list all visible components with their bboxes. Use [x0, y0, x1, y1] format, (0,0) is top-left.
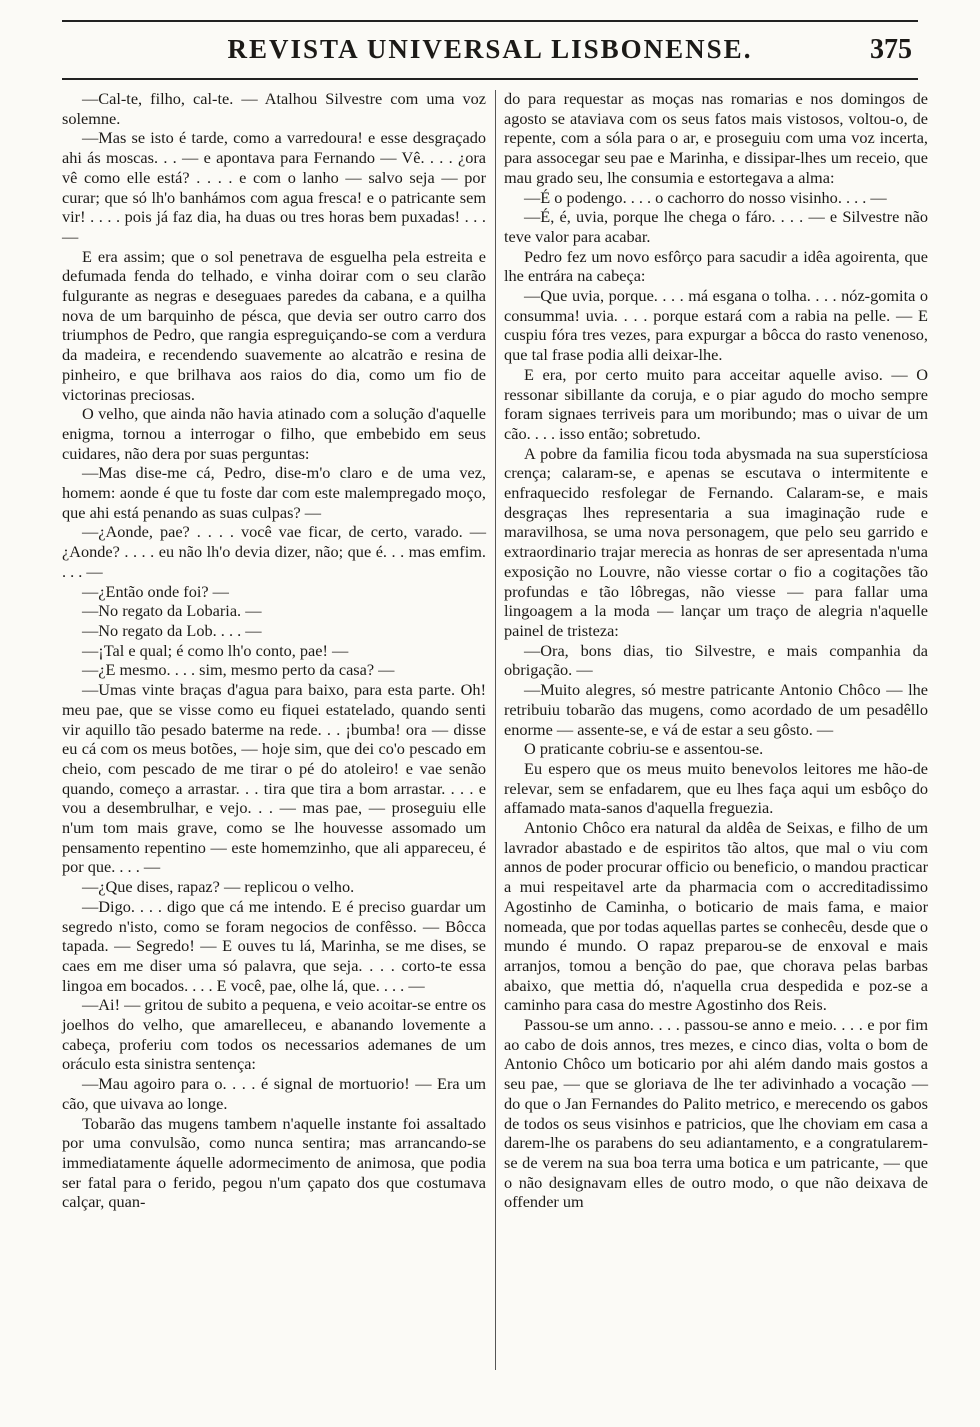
paragraph: —Ora, bons dias, tio Silvestre, e mais companhia da obrigação. —: [504, 640, 928, 680]
paragraph: O velho, que ainda não havia atinado com a solução d'aquelle enigma, tornou a interrogar o filho, que embebido em seus cuidares, não dera por suas perguntas:: [62, 404, 486, 463]
paragraph: A pobre da familia ficou toda abysmada na sua superstíciosa crença; calaram-se, e apenas se escutava o intermitente e enfraquecido resfolegar de Fernando. Calaram-se, e mais desgraças lhes representaria a sua imaginação rude e maravilhosa, se uma nova personagem, que pelo seu garrido e extraordinario trajar merecia as honras de ser apresentada n'uma exposição no Louvre, não viesse cortar o fio a cogitações tão profundas e tão lôbregas, não viesse — para fallar uma lingoagem a la moda — lançar um traço de alegria n'aquelle painel de tristeza:: [504, 443, 928, 640]
column-divider: [495, 90, 496, 1370]
paragraph: E era assim; que o sol penetrava de esguelha pela estreita e defumada fenda do telhado, e vinha doirar com o seu clarão fulgurante as negras e deseguaes paredes da cabana, e a quilha nova de um barquinho de pésca, que devia ser outro carro dos triumphos de Pedro, que rangia espreguiçando-se com a verdura da madeira, e recendendo suavemente ao alcatrão e resina de pinheiro, e que brilhava aos raios do dia, como um fio de victorinas preciosas.: [62, 246, 486, 404]
paragraph: —Umas vinte braças d'agua para baixo, para esta parte. Oh! meu pae, que se visse como eu fiquei estatelado, quando senti vir aquillo tão pesado baterme na rede. . . ¡bumba! ora — disse eu cá com os meus botões, — hoje sim, que dei co'o pescado em cheio, com pescado de me tirar o pé do atoleiro! e vae senão quando, começo a arrastar. . . tira que tira a bom arrastar. . . . e vou a desembrulhar, e vejo. . . — mas pae, — proseguiu elle n'um tom mais grave, como se lhe houvesse assomado um pensamento repentino — este homemzinho, que ali appareceu, é por que. . . . —: [62, 680, 486, 877]
header-rule: [62, 78, 918, 80]
journal-title: REVISTA UNIVERSAL LISBONENSE.: [227, 34, 753, 64]
paragraph: —¡Tal e qual; é como lh'o conto, pae! —: [82, 640, 349, 660]
paragraph: —Mas se isto é tarde, como a varredoura! e esse desgraçado ahi ás moscas. . . — e apontava para Fernando — Vê. . . . ¿ora vê como elle está? . . . . e com o lanho — salvo seja — por curar; que só lh'o banhámos com agua fresca! e o patricante sem vir! . . . . pois já faz dia, ha duas ou tres horas bem puxadas! . . . —: [62, 128, 486, 246]
page-header: [62, 34, 918, 74]
paragraph: —¿E mesmo. . . . sim, mesmo perto da casa? —: [82, 660, 395, 680]
paragraph: —Mas dise-me cá, Pedro, dise-m'o claro e de uma vez, homem: aonde é que tu foste dar com este malempregado moço, que ahi está penando as suas culpas? —: [62, 463, 486, 522]
left-column: [62, 89, 486, 1212]
paragraph: Tobarão das mugens tambem n'aquelle instante foi assaltado por uma convulsão, como nunca sentira; mas arrancando-se immediatamente áquelle adormecimento de animosa, que podia ser fatal para o ferido, pegou n'um çapato dos que costumava calçar, quan-: [62, 1113, 486, 1212]
paragraph: Passou-se um anno. . . . passou-se anno e meio. . . . e por fim ao cabo de dois annos, tres mezes, e cinco dias, volta o bom de Antonio Chôco um boticario por ahi além dando mais gostos a seu pae, — que se gloriava de lhe ter adivinhado a vocação — do que o Jan Fernandes do Palito metrico, e merecendo os gabos de todos os seus visinhos e patricios, que lhe choviam em casa a darem-lhe os parabens do seu adiantamento, e a congratularem-se de verem na sua boa terra uma botica e um patricante, — que o não designavam elles de outro modo, o que não deixava de offender um: [504, 1015, 928, 1212]
top-rule: [62, 20, 918, 22]
paragraph: —No regato da Lob. . . . —: [82, 620, 262, 640]
page-number: 375: [870, 34, 912, 65]
paragraph: O praticante cobriu-se e assentou-se.: [524, 739, 764, 759]
paragraph: —¿Aonde, pae? . . . . você vae ficar, de certo, varado. — ¿Aonde? . . . . eu não lh'o devia dizer, não; que é. . . mas emfim. . . . —: [62, 522, 486, 581]
paragraph: Eu espero que os meus muito benevolos leitores me hão-de relevar, sem se enfadarem, que eu lhes faça aqui um esbôço do affamado mata-sanos d'aquella freguezia.: [504, 758, 928, 818]
right-column: [504, 89, 928, 1212]
paragraph: Antonio Chôco era natural da aldêa de Seixas, e filho de um lavrador abastado e de espiritos tão altos, que mal o viu com annos de poder procurar officio ou beneficio, o mandou practicar a mui respeitavel arte da pharmacia com o accreditadissimo Agostinho de Caminha, o boticario de mais fama, e maior nomeada, que por todas aquellas partes se conhecêu, desde que o mundo é mundo. O rapaz preparou-se de enxoval e mais arranjos, tomou a benção do pae, que chorava pelas barbas abaixo, que mettia dó, n'aquella crua despedida e poz-se a caminho para casa do mestre Agostinho dos Reis.: [504, 818, 928, 1015]
paragraph: —Muito alegres, só mestre patricante Antonio Chôco — lhe retribuiu tobarão das mugens, como acordado de um pesadêllo enorme — assente-se, e vá de estar a seu gôsto. —: [504, 680, 928, 739]
paragraph: —Ai! — gritou de subito a pequena, e veio acoitar-se entre os joelhos do velho, que amarelleceu, e abanando lovemente a cabeça, proferiu com todos os necessarios ademanes de um oráculo esta sinistra sentença:: [62, 995, 486, 1074]
paragraph: —¿Que dises, rapaz? — replicou o velho.: [82, 877, 355, 897]
paragraph: —¿Então onde foi? —: [82, 581, 229, 601]
paragraph: —É, é, uvia, porque lhe chega o fáro. . . . — e Silvestre não teve valor para acabar.: [504, 207, 928, 246]
paragraph: —No regato da Lobaria. —: [82, 601, 262, 621]
paragraph: do para requestar as moças nas romarias e nos domingos de agosto se ataviava com os seus fatos mais vistosos, voltou-o, de repente, com a sóla para o ar, e proseguiu com uma voz incerta, para assocegar seu pae e Marinha, e dissipar-lhes um receio, que mau grado seu, lhe consumia e estortegava a alma:: [504, 89, 928, 187]
paragraph: Pedro fez um novo esfôrço para sacudir a idêa agoirenta, que lhe entrára na cabeça:: [504, 246, 928, 286]
paragraph: E era, por certo muito para acceitar aquelle aviso. — O ressonar sibillante da coruja, e o piar agudo do mocho sempre foram signaes terriveis para um moribundo; mas o uivar de um cão. . . . isso então; sobretudo.: [504, 364, 928, 443]
paragraph: —Cal-te, filho, cal-te. — Atalhou Silvestre com uma voz solemne.: [62, 89, 486, 128]
paragraph: —Digo. . . . digo que cá me intendo. E é preciso guardar um segredo n'isto, como se foram negocios de confêsso. — Bôcca tapada. — Segredo! — E ouves tu lá, Marinha, se me dises, se caes em me diser uma só palavra, que seja. . . . corto-te essa lingoa em bocados. . . . E você, pae, olhe lá, que. . . . —: [62, 896, 486, 995]
paragraph: —Que uvia, porque. . . . má esgana o tolha. . . . nóz-gomita o consumma! uvia. . . . porque estará com a rabia na pelle. — E cuspiu fóra tres vezes, para expurgar a bôcca do rasto venenoso, que tal frase podia alli deixar-lhe.: [504, 286, 928, 365]
paragraph: —Mau agoiro para o. . . . é signal de mortuorio! — Era um cão, que uivava ao longe.: [62, 1074, 486, 1113]
paragraph: —É o podengo. . . . o cachorro do nosso visinho. . . . —: [524, 187, 887, 207]
